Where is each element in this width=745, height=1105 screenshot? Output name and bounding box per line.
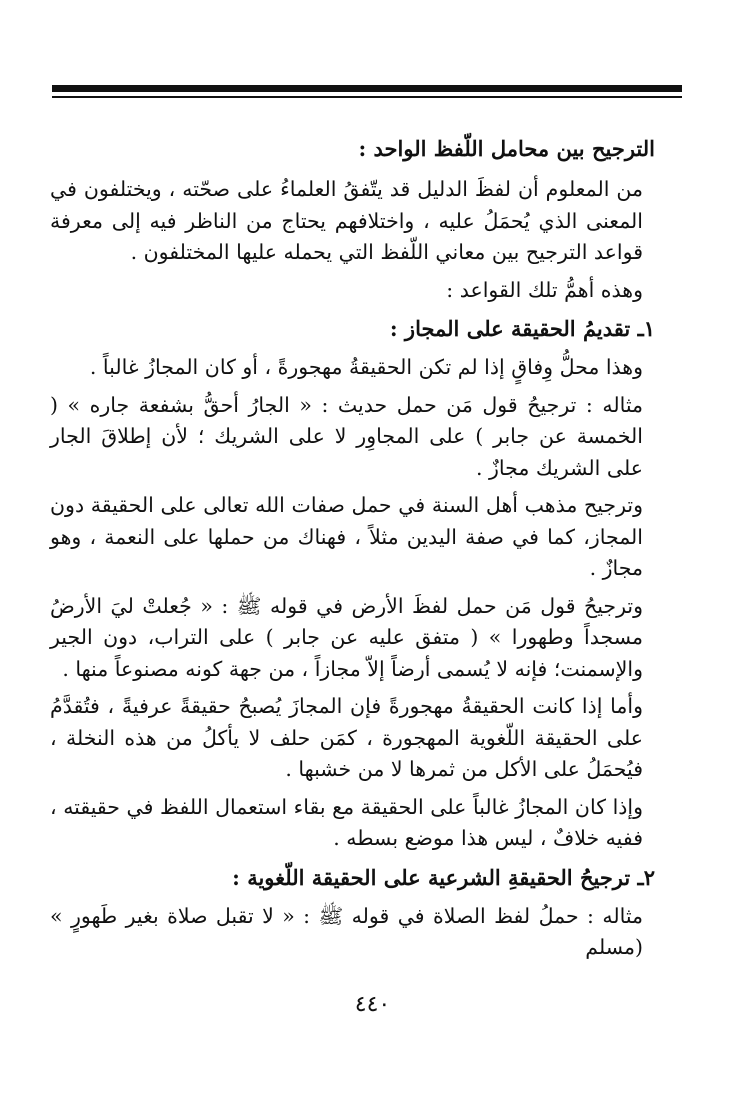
subheading-rule-1: ١ـ تقديمُ الحقيقة على المجاز : — [389, 316, 655, 341]
subheading-rule-2: ٢ـ ترجيحُ الحقيقةِ الشرعية على الحقيقة اللّغوية : — [232, 864, 655, 890]
header-rule-thick — [52, 85, 682, 92]
header-rule-thin — [52, 96, 682, 98]
paragraph-rules-lead: وهذه أهمُّ تلك القواعد : — [446, 277, 643, 302]
paragraph-example-earth: وترجيحُ قول مَن حمل لفظَ الأرض في قوله ﷺ : « جُعلتْ ليَ الأرضُ مسجداً وطهورا » ( متفق عليه عن جابر ) على التراب، دون الجير والإسمنت؛ فإنه لا يُسمى أرضاً إلاّ مجازاً ، من جهة كونه مصنوعاً منها . — [50, 593, 643, 681]
paragraph-example-prayer: مثاله : حملُ لفظ الصلاة في قوله ﷺ : « لا تقبل صلاة بغير طَهورٍ » (مسلم — [50, 903, 643, 959]
paragraph-prevalent-metaphor: وإذا كان المجازُ غالباً على الحقيقة مع بقاء استعمال اللفظ في حقيقته ، ففيه خلافٌ ، ليس هذا موضع بسطه . — [50, 794, 643, 850]
section-title: الترجيح بين محامل اللّفظ الواحد : — [358, 136, 655, 161]
paragraph-abandoned-reality: وأما إذا كانت الحقيقةُ مهجورةً فإن المجازَ يُصبحُ حقيقةً عرفيةً ، فتُقدَّمُ على الحقيقة اللّغوية المهجورة ، كمَن حلف لا يأكلُ من هذه النخلة ، فيُحمَلُ على الأكل من ثمرها لا من خشبها . — [50, 694, 643, 781]
paragraph-example-neighbor: مثاله : ترجيحُ قول مَن حمل حديث : « الجارُ أحقُّ بشفعة جاره » ( الخمسة عن جابر ) على المجاوِر لا على الشريك ؛ لأن إطلاقَ الجار على الشريك مجازٌ . — [50, 392, 643, 480]
paragraph-rule-1-condition: وهذا محلُّ وِفاقٍ إذا لم تكن الحقيقةُ مهجورةً ، أو كان المجازُ غالباً . — [89, 355, 643, 379]
page-number: ٤٤٠ — [354, 992, 391, 1017]
page-body — [50, 132, 655, 970]
paragraph-intro: من المعلوم أن لفظَ الدليل قد يتّفقُ العلماءُ على صحّته ، ويختلفون في المعنى الذي يُحمَلُ عليه ، واختلافهم يحتاج من الناظر فيه إلى معرفة قواعد الترجيح بين معاني اللّفظ التي يحمله عليها المختلفون . — [50, 177, 643, 264]
paragraph-example-attributes: وترجيح مذهب أهل السنة في حمل صفات الله تعالى على الحقيقة دون المجاز، كما في صفة اليدين مثلاً ، فهناك من حملها على النعمة ، وهو مجازٌ . — [50, 493, 643, 580]
